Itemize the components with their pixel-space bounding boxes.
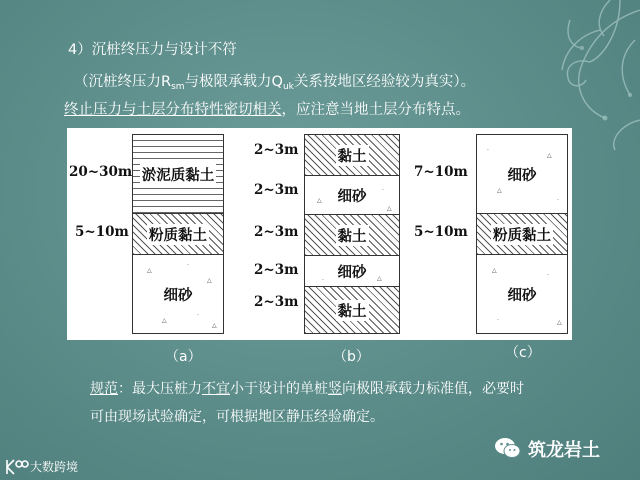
layer-c-fine-sand-2-label: 细砂: [506, 284, 539, 305]
layer-a-mucky-clay: [132, 134, 224, 214]
layer-b-sand-2-label: 细砂: [336, 261, 369, 282]
logo-icon: [4, 458, 30, 476]
layer-b-sand-1: [304, 175, 400, 215]
emphasis-rest: ，应注意当地土层分布特点。: [281, 102, 470, 118]
subscript-sm: sm: [171, 82, 185, 92]
norm-line-2: 可由现场试验确定，可根据地区静压经验确定。: [90, 409, 384, 425]
norm-text-2: 小于设计的单桩: [230, 381, 328, 397]
depth-label-b1: 2~3m: [254, 142, 299, 158]
subtitle-part-c: 关系按地区经验较为真实）。: [293, 74, 476, 90]
subtitle-line: [74, 70, 475, 92]
depth-label-b2: 2~3m: [254, 182, 299, 198]
wechat-icon: [494, 436, 522, 460]
layer-b-clay-2-label: 黏土: [336, 225, 369, 246]
layer-b-clay-3-label: 黏土: [336, 300, 369, 321]
layer-b-clay-2: [304, 214, 400, 256]
brand-watermark: 筑龙岩土: [528, 440, 600, 461]
subtitle-part-a: （沉桩终压力R: [74, 74, 172, 90]
depth-label-a1: 20~30m: [69, 164, 133, 180]
layer-b-sand-1-label: 细砂: [336, 185, 369, 206]
layer-c-fine-sand-1: [476, 134, 568, 214]
layer-a-silty-clay-label: 粉质黏土: [147, 224, 209, 245]
norm-not-suitable: 不宜: [202, 381, 230, 397]
section-title: 4）沉桩终压力与设计不符: [68, 42, 237, 58]
layer-b-clay-1-label: 黏土: [336, 145, 369, 166]
layer-c-fine-sand-1-label: 细砂: [506, 164, 539, 185]
caption-b: （b）: [333, 349, 370, 365]
soil-profile-figure: 20~30m 5~10m 淤泥质黏土 粉质黏土 细砂 2~3m 2~3m 2~3m 2~3m 2~3m 黏土 细砂 黏土 细砂 黏土 7~10m 5~10m 细砂 粉质黏土 细砂 △ · △ △ · △ △ · △ · △ · △ △ · △ · · △: [67, 128, 572, 340]
caption-a: （a）: [165, 349, 202, 365]
layer-a-fine-sand-label: 细砂: [162, 284, 195, 305]
depth-label-a2: 5~10m: [75, 224, 129, 240]
layer-a-fine-sand: [132, 254, 224, 334]
depth-label-b5: 2~3m: [254, 294, 299, 310]
layer-c-fine-sand-2: [476, 254, 568, 334]
emphasis-line: [64, 98, 470, 119]
norm-label: 规范: [90, 381, 118, 397]
depth-label-b3: 2~3m: [254, 224, 299, 240]
depth-label-c2: 5~10m: [414, 224, 468, 240]
depth-label-c1: 7~10m: [414, 164, 468, 180]
norm-text-3: 向极限承载力标准值，必要时: [342, 381, 524, 397]
norm-text-1: ：最大压桩力: [118, 381, 202, 397]
layer-c-silty-clay-label: 粉质黏土: [491, 224, 553, 245]
layer-b-clay-1: [304, 134, 400, 176]
layer-a-silty-clay: [132, 213, 224, 255]
caption-c: （c）: [505, 345, 541, 361]
subscript-uk: uk: [282, 82, 294, 92]
layer-b-sand-2: [304, 255, 400, 287]
subtitle-part-b: 与极限承载力Q: [184, 74, 283, 90]
layer-a-mucky-clay-label: 淤泥质黏土: [140, 164, 217, 185]
logo-text: 大数跨境: [30, 460, 79, 474]
underlined-phrase: 终止压力与土层分布特性密切相关: [64, 102, 282, 118]
depth-label-b4: 2~3m: [254, 262, 299, 278]
layer-b-clay-3: [304, 286, 400, 334]
norm-vertical: 竖: [328, 381, 342, 397]
norm-line-1: [90, 378, 524, 398]
layer-c-silty-clay: [476, 213, 568, 255]
